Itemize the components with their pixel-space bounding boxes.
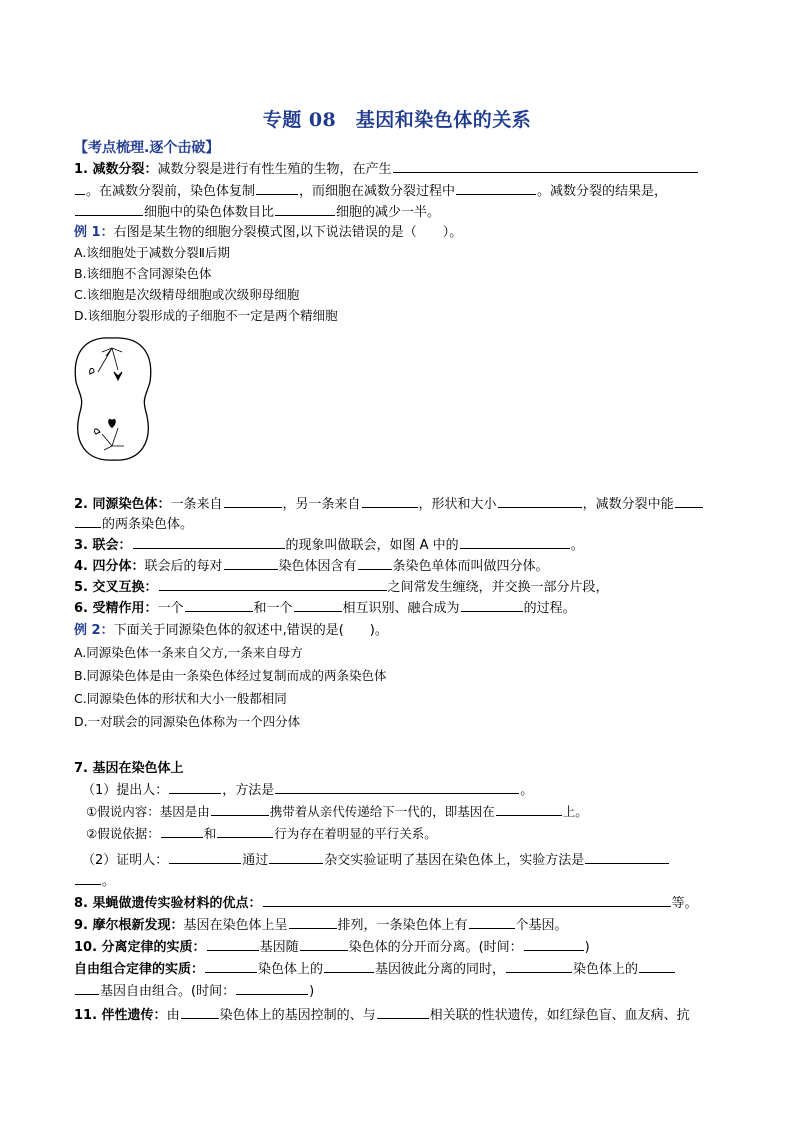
question-6-text: 一个: [157, 601, 184, 616]
question-9-text: 个基因。: [515, 918, 568, 933]
blank[interactable]: [469, 914, 515, 929]
question-7-text: （1）提出人：: [82, 783, 169, 798]
question-6: [74, 597, 724, 619]
question-11-label: 11. 伴性遗传：: [74, 1008, 167, 1023]
question-7-text: 杂交实验证明了基因在染色体上，实验方法是: [324, 853, 585, 868]
question-11-text: 相关联的性状遗传，如红绿色盲、血友病、抗: [429, 1008, 690, 1023]
question-2-text: ，形状和大小: [418, 497, 497, 512]
option-d[interactable]: D.一对联会的同源染色体称为一个四分体: [74, 714, 301, 729]
blank[interactable]: [75, 201, 143, 216]
chromosome: [90, 368, 94, 374]
question-11-text: 由: [166, 1008, 180, 1023]
option-d[interactable]: D.该细胞分裂形成的子细胞不一定是两个精细胞: [74, 308, 338, 323]
question-7-text: 行为存在着明显的平行关系。: [274, 826, 437, 841]
blank[interactable]: [224, 555, 278, 570]
free-combination-text: 基因彼此分离的同时，: [375, 962, 506, 977]
blank[interactable]: [169, 849, 241, 864]
free-combination: [74, 958, 724, 980]
question-1-text: ，而细胞在减数分裂过程中: [299, 184, 456, 199]
question-7-part-2: [74, 849, 724, 871]
spindle-fiber: [102, 428, 124, 450]
question-1-text: 减数分裂是进行有性生殖的生物，在产生: [157, 162, 392, 177]
cell-division-diagram: [72, 334, 156, 464]
question-6-label: 6. 受精作用：: [74, 601, 158, 616]
question-7-text: ①假说内容：基因是由: [86, 804, 210, 819]
option-c[interactable]: C.该细胞是次级精母细胞或次级卵母细胞: [74, 287, 300, 302]
blank[interactable]: [217, 823, 273, 838]
question-10-label: 10. 分离定律的实质：: [74, 940, 206, 955]
question-3-label: 3. 联会：: [74, 538, 132, 553]
blank[interactable]: [211, 801, 269, 816]
question-6-text: 和一个: [253, 601, 293, 616]
blank[interactable]: [585, 849, 669, 864]
question-2: [74, 493, 724, 515]
blank[interactable]: [324, 958, 374, 973]
question-9-text: 基因在染色体上呈: [183, 918, 288, 933]
question-9-label: 9. 摩尔根新发现：: [74, 918, 184, 933]
blank[interactable]: [393, 158, 698, 173]
chromosome: [108, 419, 116, 428]
page-title: 专题 08 基因和染色体的关系: [262, 109, 532, 131]
question-1-label: 1. 减数分裂：: [74, 162, 158, 177]
question-6-text: 的过程。: [523, 601, 576, 616]
question-7-label: 7. 基因在染色体上: [74, 761, 184, 776]
blank[interactable]: [207, 936, 259, 951]
question-11: [74, 1004, 724, 1026]
question-10: [74, 936, 724, 958]
chromosome: [94, 429, 100, 434]
question-2-text: 的两条染色体。: [102, 517, 194, 532]
question-2-text: 一条来自: [170, 497, 223, 512]
blank[interactable]: [236, 980, 308, 995]
example-1: [74, 222, 724, 243]
blank[interactable]: [133, 534, 285, 549]
question-7-text: 通过: [242, 853, 269, 868]
question-4-label: 4. 四分体：: [74, 559, 145, 574]
question-7-text: 上。: [562, 804, 588, 819]
question-7-text: 和: [203, 826, 217, 841]
blank[interactable]: [224, 493, 282, 508]
blank[interactable]: [496, 801, 562, 816]
blank[interactable]: [456, 180, 536, 195]
blank[interactable]: [300, 936, 348, 951]
free-combination-text: 基因自由组合。(时间：: [100, 984, 236, 999]
blank[interactable]: [75, 513, 101, 528]
blank[interactable]: [460, 534, 570, 549]
blank[interactable]: [377, 1004, 429, 1019]
question-2-line-2: [74, 513, 724, 535]
free-combination-label: 自由组合定律的实质：: [74, 962, 205, 977]
question-10-text: 染色体的分开而分离。(时间：: [348, 940, 523, 955]
question-4: [74, 555, 724, 577]
blank[interactable]: [275, 779, 519, 794]
example-2-label: 例 2：: [74, 623, 114, 638]
blank[interactable]: [75, 870, 101, 885]
question-7-text: 携带着从亲代传递给下一代的，即基因在: [269, 804, 495, 819]
section-heading: 【考点梳理.逐个击破】: [74, 140, 220, 156]
blank[interactable]: [161, 823, 203, 838]
question-2-label: 2. 同源染色体：: [74, 497, 171, 512]
example-1-label: 例 1：: [74, 225, 114, 240]
question-7-text: 。: [520, 783, 534, 798]
blank[interactable]: [269, 849, 323, 864]
question-7-text: （2）证明人：: [82, 853, 169, 868]
question-1-text: 细胞的减少一半。: [336, 205, 441, 220]
blank[interactable]: [185, 597, 253, 612]
question-5-label: 5. 交叉互换：: [74, 580, 158, 595]
free-combination-text: 染色体上的: [258, 962, 324, 977]
option-c[interactable]: C.同源染色体的形状和大小一般都相同: [74, 691, 287, 706]
question-1-text: 细胞中的染色体数目比: [144, 205, 275, 220]
question-4-text: 染色体因含有: [278, 559, 357, 574]
question-7-text: ，方法是: [222, 783, 275, 798]
question-7-text: 。: [102, 874, 116, 889]
question-8-label: 8. 果蝇做遗传实验材料的优点：: [74, 896, 262, 911]
example-2-stem: 下面关于同源染色体的叙述中,错误的是( )。: [113, 623, 388, 638]
question-7-part-2-line-2: [74, 870, 724, 892]
blank[interactable]: [169, 779, 221, 794]
question-7-part-1: [74, 779, 724, 801]
blank[interactable]: [256, 180, 298, 195]
blank[interactable]: [362, 493, 418, 508]
question-10-text: ): [584, 940, 590, 955]
blank[interactable]: [205, 958, 257, 973]
question-1-line-3: [74, 201, 724, 223]
question-7-hypothesis-content: [74, 801, 724, 822]
question-4-text: 联会后的每对: [144, 559, 223, 574]
blank[interactable]: [639, 958, 675, 973]
blank[interactable]: [506, 958, 572, 973]
question-11-text: 染色体上的基因控制的、与: [219, 1008, 376, 1023]
option-b[interactable]: B.该细胞不含同源染色体: [74, 266, 212, 281]
question-6-text: 相互识别、融合成为: [342, 601, 460, 616]
blank[interactable]: [498, 493, 582, 508]
question-9: [74, 914, 724, 936]
question-1-line-2: [74, 180, 724, 202]
question-7-hypothesis-basis: [74, 823, 724, 844]
blank[interactable]: [263, 892, 671, 907]
question-1-text: 。在减数分裂前，染色体复制: [86, 184, 256, 199]
blank[interactable]: [358, 555, 392, 570]
chromosome: [114, 372, 122, 380]
question-2-text: ，另一条来自: [282, 497, 361, 512]
blank[interactable]: [159, 576, 387, 591]
blank[interactable]: [75, 180, 85, 195]
blank[interactable]: [294, 597, 342, 612]
question-8: [74, 892, 724, 914]
question-2-text: ，减数分裂中能: [582, 497, 674, 512]
option-a[interactable]: A.该细胞处于减数分裂Ⅱ后期: [74, 245, 230, 260]
blank[interactable]: [275, 201, 335, 216]
blank[interactable]: [524, 936, 584, 951]
example-2: [74, 620, 724, 641]
question-3: [74, 534, 724, 556]
example-1-stem: 右图是某生物的细胞分裂模式图,以下说法错误的是（ ）。: [113, 225, 463, 240]
option-a[interactable]: A.同源染色体一条来自父方,一条来自母方: [74, 645, 303, 660]
blank[interactable]: [289, 914, 337, 929]
question-9-text: 排列，一条染色体上有: [337, 918, 468, 933]
spindle-fiber: [98, 348, 118, 372]
free-combination-text: ): [309, 984, 315, 999]
blank[interactable]: [675, 493, 703, 508]
blank[interactable]: [181, 1004, 219, 1019]
question-3-text: 的现象叫做联会，如图 A 中的: [285, 538, 459, 553]
blank[interactable]: [75, 980, 99, 995]
question-5: [74, 576, 724, 598]
question-7-text: ②假说依据：: [86, 826, 160, 841]
question-1-text: 。减数分裂的结果是，: [537, 184, 668, 199]
blank[interactable]: [461, 597, 523, 612]
option-b[interactable]: B.同源染色体是由一条染色体经过复制而成的两条染色体: [74, 668, 387, 683]
question-8-text: 等。: [671, 896, 698, 911]
question-5-text: 之间常发生缠绕，并交换一部分片段，: [387, 580, 609, 595]
question-1: [74, 158, 724, 180]
free-combination-line-2: [74, 980, 724, 1002]
question-4-text: 条染色单体而叫做四分体。: [392, 559, 549, 574]
free-combination-text: 染色体上的: [573, 962, 639, 977]
question-10-text: 基因随: [259, 940, 299, 955]
question-3-text: 。: [570, 538, 584, 553]
